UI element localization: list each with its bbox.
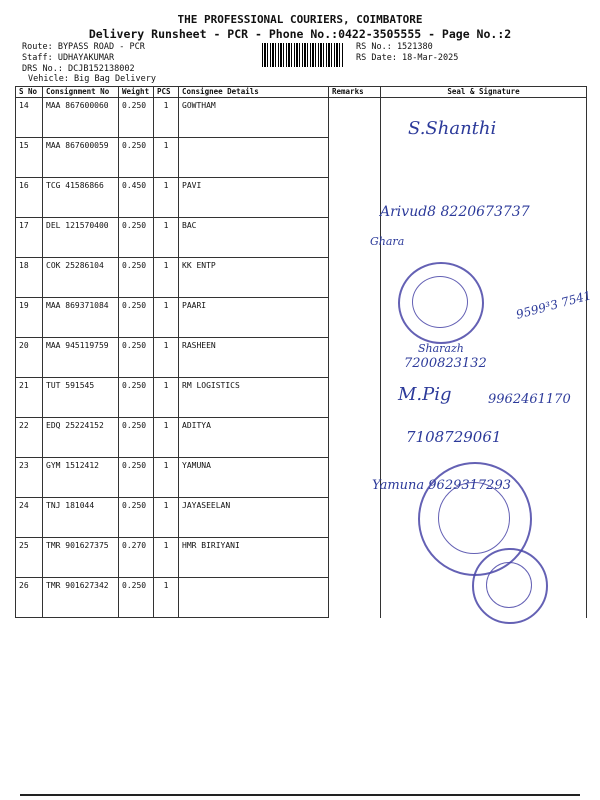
cell-weight: 0.450 — [119, 178, 154, 218]
document-title: THE PROFESSIONAL COURIERS, COIMBATORE — [177, 13, 423, 26]
cell-weight: 0.250 — [119, 98, 154, 138]
cell-weight: 0.250 — [119, 258, 154, 298]
cell-remarks — [329, 538, 381, 578]
table-row — [16, 338, 587, 378]
cell-weight: 0.250 — [119, 338, 154, 378]
cell-sno: 14 — [16, 98, 43, 138]
cell-consignment-no: TMR 901627342 — [43, 578, 119, 618]
handwritten-signature: Yamuna 9629317293 — [372, 478, 511, 493]
cell-consignee: ADITYA — [179, 418, 329, 458]
cell-pcs: 1 — [154, 538, 179, 578]
table-header-row — [16, 87, 587, 98]
cell-sno: 25 — [16, 538, 43, 578]
seal-stamp — [398, 262, 484, 344]
cell-weight: 0.250 — [119, 578, 154, 618]
cell-remarks — [329, 498, 381, 538]
cell-weight: 0.250 — [119, 138, 154, 178]
cell-pcs: 1 — [154, 458, 179, 498]
cell-weight: 0.250 — [119, 298, 154, 338]
cell-sno: 19 — [16, 298, 43, 338]
rs-date: RS Date: 18-Mar-2025 — [356, 53, 459, 63]
handwritten-signature: 9599³3 7541 — [514, 288, 593, 322]
cell-weight: 0.270 — [119, 538, 154, 578]
cell-pcs: 1 — [154, 178, 179, 218]
cell-consignee: PAARI — [179, 298, 329, 338]
cell-pcs: 1 — [154, 258, 179, 298]
cell-seal-signature — [381, 218, 587, 258]
table-row — [16, 138, 587, 178]
handwritten-signature: Arivud8 8220673737 — [380, 204, 530, 220]
cell-consignment-no: TNJ 181044 — [43, 498, 119, 538]
footer-divider — [20, 794, 580, 796]
cell-seal-signature — [381, 138, 587, 178]
cell-consignment-no: EDQ 25224152 — [43, 418, 119, 458]
cell-pcs: 1 — [154, 138, 179, 178]
table-row — [16, 98, 587, 138]
cell-remarks — [329, 578, 381, 618]
cell-consignee — [179, 578, 329, 618]
cell-sno: 22 — [16, 418, 43, 458]
cell-sno: 26 — [16, 578, 43, 618]
cell-sno: 24 — [16, 498, 43, 538]
rs-number: RS No.: 1521380 — [356, 42, 433, 52]
staff-label: Staff: UDHAYAKUMAR — [22, 53, 115, 63]
handwritten-signature: 9962461170 — [488, 392, 571, 407]
cell-consignee: HMR BIRIYANI — [179, 538, 329, 578]
header-pcs: PCS — [154, 87, 179, 98]
cell-consignment-no: TCG 41586866 — [43, 178, 119, 218]
cell-weight: 0.250 — [119, 418, 154, 458]
cell-consignment-no: DEL 121570400 — [43, 218, 119, 258]
cell-pcs: 1 — [154, 218, 179, 258]
cell-pcs: 1 — [154, 378, 179, 418]
cell-weight: 0.250 — [119, 218, 154, 258]
cell-pcs: 1 — [154, 498, 179, 538]
cell-remarks — [329, 98, 381, 138]
header-consignment-no: Consignment No — [43, 87, 119, 98]
cell-consignee: GOWTHAM — [179, 98, 329, 138]
cell-consignee: YAMUNA — [179, 458, 329, 498]
handwritten-signature: 7108729061 — [406, 428, 502, 446]
handwritten-signature: S.Shanthi — [408, 118, 497, 139]
cell-sno: 18 — [16, 258, 43, 298]
cell-pcs: 1 — [154, 298, 179, 338]
cell-consignment-no: MAA 867600060 — [43, 98, 119, 138]
cell-remarks — [329, 138, 381, 178]
cell-remarks — [329, 378, 381, 418]
cell-consignee — [179, 138, 329, 178]
vehicle-label: Vehicle: Big Bag Delivery — [28, 74, 156, 84]
cell-weight: 0.250 — [119, 498, 154, 538]
cell-consignee: BAC — [179, 218, 329, 258]
cell-sno: 20 — [16, 338, 43, 378]
cell-weight: 0.250 — [119, 378, 154, 418]
cell-consignee: PAVI — [179, 178, 329, 218]
cell-sno: 23 — [16, 458, 43, 498]
header-weight: Weight — [119, 87, 154, 98]
handwritten-signature: 7200823132 — [404, 356, 487, 371]
table-row — [16, 218, 587, 258]
barcode — [262, 43, 344, 67]
cell-weight: 0.250 — [119, 458, 154, 498]
cell-pcs: 1 — [154, 418, 179, 458]
handwritten-signature: Ghara — [370, 235, 405, 248]
cell-remarks — [329, 338, 381, 378]
cell-sno: 16 — [16, 178, 43, 218]
cell-consignment-no: TUT 591545 — [43, 378, 119, 418]
cell-consignee: RM LOGISTICS — [179, 378, 329, 418]
cell-consignee: KK ENTP — [179, 258, 329, 298]
header-remarks: Remarks — [329, 87, 381, 98]
cell-consignment-no: TMR 901627375 — [43, 538, 119, 578]
route-label: Route: BYPASS ROAD - PCR — [22, 42, 145, 52]
seal-stamp — [472, 548, 548, 624]
cell-pcs: 1 — [154, 338, 179, 378]
handwritten-signature: Sharazh — [418, 342, 464, 355]
cell-sno: 21 — [16, 378, 43, 418]
table-row — [16, 258, 587, 298]
header-seal-signature: Seal & Signature — [381, 87, 587, 98]
cell-sno: 17 — [16, 218, 43, 258]
drs-number: DRS No.: DCJB152138002 — [22, 64, 135, 74]
cell-consignee: RASHEEN — [179, 338, 329, 378]
cell-remarks — [329, 298, 381, 338]
cell-pcs: 1 — [154, 98, 179, 138]
cell-remarks — [329, 258, 381, 298]
cell-pcs: 1 — [154, 578, 179, 618]
header-sno: S No — [16, 87, 43, 98]
cell-sno: 15 — [16, 138, 43, 178]
cell-consignee: JAYASEELAN — [179, 498, 329, 538]
cell-remarks — [329, 418, 381, 458]
cell-consignment-no: GYM 1512412 — [43, 458, 119, 498]
header-consignee: Consignee Details — [179, 87, 329, 98]
cell-consignment-no: MAA 867600059 — [43, 138, 119, 178]
cell-consignment-no: MAA 869371084 — [43, 298, 119, 338]
table-row — [16, 298, 587, 338]
handwritten-signature: M.Pig — [398, 384, 452, 405]
document-subtitle: Delivery Runsheet - PCR - Phone No.:0422-3505555 - Page No.:2 — [88, 27, 512, 41]
cell-consignment-no: COK 25286104 — [43, 258, 119, 298]
cell-consignment-no: MAA 945119759 — [43, 338, 119, 378]
cell-remarks — [329, 178, 381, 218]
